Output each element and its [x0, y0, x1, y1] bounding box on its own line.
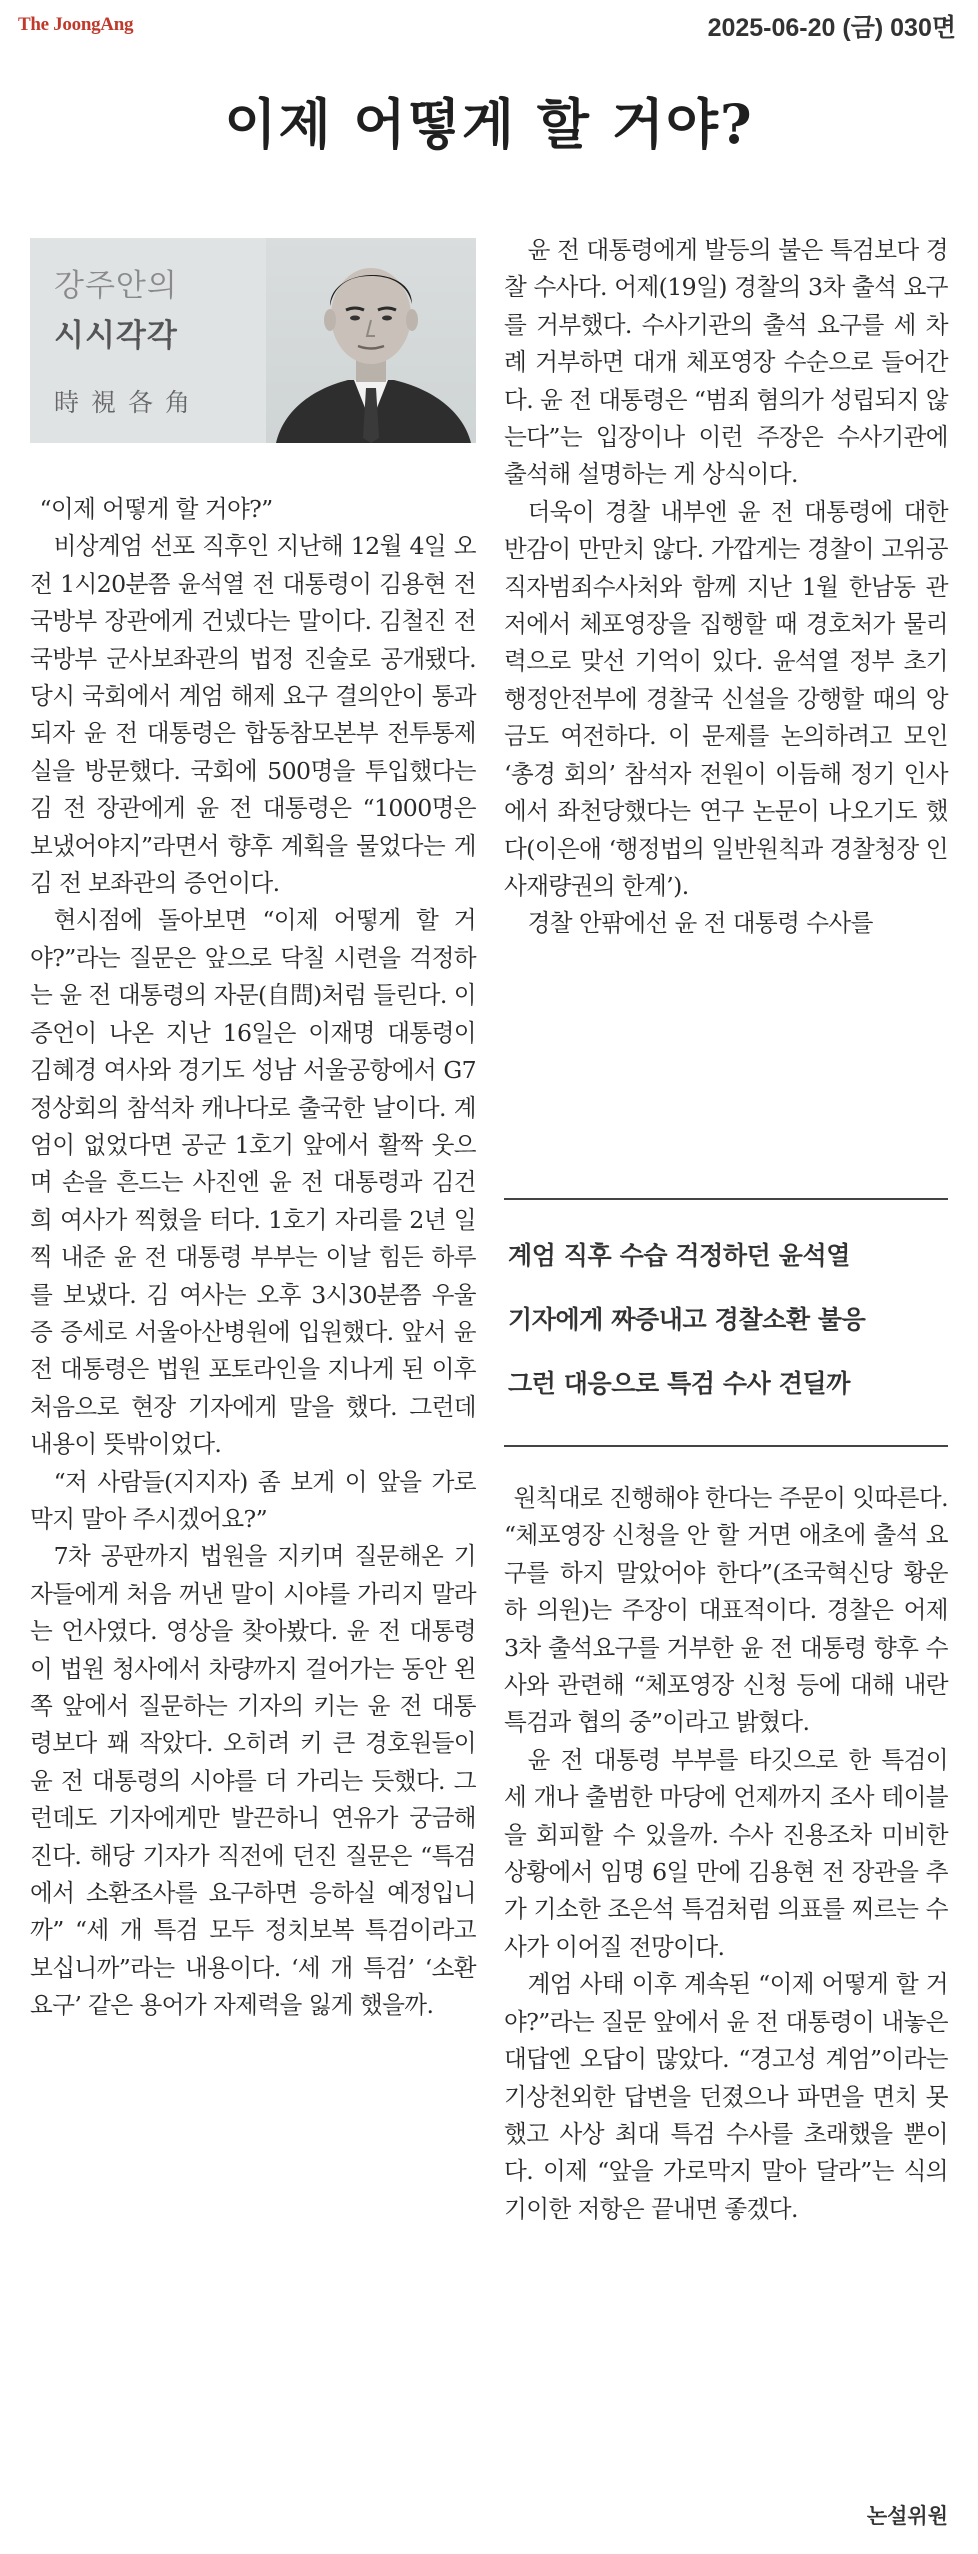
pull-quote-line: 계엄 직후 수습 걱정하던 윤석열 [508, 1241, 850, 1270]
article-paragraph: 더욱이 경찰 내부엔 윤 전 대통령에 대한 반감이 만만치 않다. 가깝게는 경찰이 고위공직자범죄수사처와 함께 지난 1월 한남동 관저에서 체포영장을 집행할 때 경호처가 물리력으로 맞선 기억이 있다. 윤석열 정부 초기 행정안전부에 경찰국 신설을 강행할 때의 앙금도 여전하다. 이 문제를 논의하려고 모인 ‘총경 회의’ 참석자 전원이 이듬해 정기 인사에서 좌천당했다는 연구 논문이 나오기도 했다(이은애 ‘행정법의 일반원칙과 경찰청장 인사재량권의 한계’). [504, 497, 948, 900]
article-paragraph: “저 사람들(지지자) 좀 보게 이 앞을 가로막지 말아 주시겠어요?” [30, 1467, 476, 1533]
newspaper-logo: The JoongAng [18, 14, 134, 35]
columnist-banner [30, 238, 476, 443]
article-paragraph: 경찰 안팎에선 윤 전 대통령 수사를 [527, 909, 873, 938]
article-paragraph: 윤 전 대통령 부부를 타깃으로 한 특검이 세 개나 출범한 마당에 언제까지 조사 테이블을 회피할 수 있을까. 수사 진용조차 미비한 상황에서 임명 6일 만에 김용현 전 장관을 추가 기소한 조은석 특검처럼 의표를 찌르는 수사가 이어질 전망이다. [504, 1745, 948, 1961]
article-paragraph: 비상계엄 선포 직후인 지난해 12월 4일 오전 1시20분쯤 윤석열 전 대통령이 김용현 전 국방부 장관에게 건넸다는 말이다. 김철진 전 국방부 군사보좌관의 법정 진술로 공개됐다. 당시 국회에서 계엄 해제 요구 결의안이 통과되자 윤 전 대통령은 합동참모본부 전투통제실을 방문했다. 국회에 500명을 투입했다는 김 전 장관에게 윤 전 대통령은 “1000명은 보냈어야지”라면서 향후 계획을 물었다는 게 김 전 보좌관의 증언이다. [30, 532, 476, 898]
article-body-right-column-top [504, 232, 948, 943]
author-byline: 논설위원 [866, 2504, 948, 2528]
article-paragraph: 7차 공판까지 법원을 지키며 질문해온 기자들에게 처음 꺼낸 말이 시야를 가리지 말라는 언사였다. 영상을 찾아봤다. 윤 전 대통령이 법원 청사에서 차량까지 걸어가는 동안 왼쪽 앞에서 질문하는 기자의 키는 윤 전 대통령보다 꽤 작았다. 오히려 키 큰 경호원들이 윤 전 대통령의 시야를 더 가리는 듯했다. 그런데도 기자에게만 발끈하니 연유가 궁금해진다. 해당 기자가 직전에 던진 질문은 “특검에서 소환조사를 요구하면 응하실 예정입니까” “세 개 특검 모두 정치보복 특검이라고 보십니까”라는 내용이다. ‘세 개 특검’ ‘소환 요구’ 같은 용어가 자제력을 잃게 했을까. [30, 1542, 476, 2020]
masthead [0, 0, 978, 54]
article-paragraph: 현시점에 돌아보면 “이제 어떻게 할 거야?”라는 질문은 앞으로 닥칠 시련을 걱정하는 윤 전 대통령의 자문(自問)처럼 들린다. 이 증언이 나온 지난 16일은 이재명 대통령이 김혜경 여사와 경기도 성남 서울공항에서 G7 정상회의 참석차 캐나다로 출국한 날이다. 계엄이 없었다면 공군 1호기 앞에서 활짝 웃으며 손을 흔드는 사진엔 윤 전 대통령과 김건희 여사가 찍혔을 터다. 1호기 자리를 2년 일찍 내준 윤 전 대통령 부부는 이날 힘든 하루를 보냈다. 김 여사는 오후 3시30분쯤 우울증 증세로 서울아산병원에 입원했다. 앞서 윤 전 대통령은 법원 포토라인을 지나게 된 이후 처음으로 현장 기자에게 말을 했다. 그런데 내용이 뜻밖이었다. [30, 906, 476, 1459]
article-paragraph: 계엄 사태 이후 계속된 “이제 어떻게 할 거야?”라는 질문 앞에서 윤 전 대통령이 내놓은 대답엔 오답이 많았다. “경고성 계엄”이라는 기상천외한 답변을 던졌으나 파면을 면치 못했고 사상 최대 특검 수사를 초래했을 뿐이다. 이제 “앞을 가로막지 말아 달라”는 식의 기이한 저항은 끝내면 좋겠다. [504, 1970, 948, 2223]
columnist-name: 강주안의 [54, 268, 178, 304]
column-title: 시시각각 [54, 318, 178, 354]
pull-quote [504, 1198, 948, 1447]
article-body-right-column-bottom [504, 1480, 948, 2228]
article-paragraph: “이제 어떻게 할 거야?” [39, 495, 273, 523]
article-paragraph: 원칙대로 진행해야 한다는 주문이 잇따른다. “체포영장 신청을 안 할 거면 애초에 출석 요구를 하지 말았어야 한다”(조국혁신당 황운하 의원)는 주장이 대표적이다. 경찰은 어제 3차 출석요구를 거부한 윤 전 대통령 향후 수사와 관련해 “체포영장 신청 등에 대해 내란 특검과 협의 중”이라고 밝혔다. [504, 1484, 948, 1737]
issue-dateline: 2025-06-20 (금) 030면 [707, 14, 956, 42]
pull-quote-line: 기자에게 짜증내고 경찰소환 불응 [508, 1305, 866, 1334]
article-paragraph: 윤 전 대통령에게 발등의 불은 특검보다 경찰 수사다. 어제(19일) 경찰의 3차 출석 요구를 거부했다. 수사기관의 출석 요구를 세 차례 거부하면 대개 체포영장 수순으로 들어간다. 윤 전 대통령은 “범죄 혐의가 성립되지 않는다”는 입장이나 이런 주장은 수사기관에 출석해 설명하는 게 상식이다. [504, 236, 948, 489]
column-hanja: 時視各角 [54, 388, 203, 417]
pull-quote-line: 그런 대응으로 특검 수사 견딜까 [508, 1369, 850, 1398]
columnist-portrait [266, 238, 476, 443]
page-title: 이제 어떻게 할 거야? [224, 92, 754, 156]
article-body-left-column [30, 491, 476, 2025]
